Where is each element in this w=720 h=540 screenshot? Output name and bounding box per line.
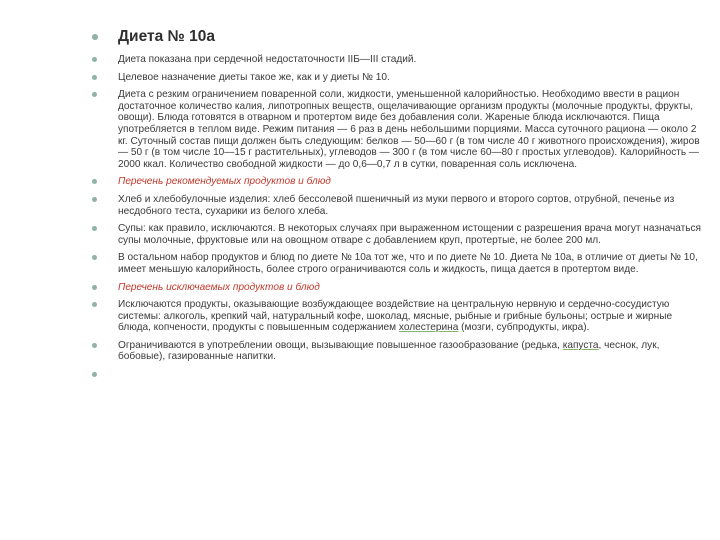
item-text-part: , чеснок, лук, бобовые), газированные напитки.: [118, 339, 660, 363]
list-item: [92, 223, 702, 246]
list-item: [92, 299, 702, 334]
item-text-part: Ограничиваются в употреблении овощи, вызывающие повышенное газообразование (редька,: [118, 339, 563, 351]
subheading-recommended: [92, 176, 702, 188]
cholesterol-link[interactable]: холестерина: [398, 322, 459, 334]
bullet-icon: [92, 285, 97, 290]
bullet-icon: [92, 255, 97, 260]
bullet-icon: [92, 302, 97, 307]
bullet-icon: [92, 372, 97, 377]
list-item: [92, 89, 702, 170]
cabbage-link[interactable]: капуста: [562, 339, 599, 351]
bullet-icon: [92, 34, 98, 40]
bullet-icon: [92, 75, 97, 80]
list-item: [92, 72, 702, 84]
item-text: Хлеб и хлебобулочные изделия: хлеб бессолевой пшеничный из муки первого и второго сортов, отрубной, печенье из несдобного теста, сухарики из белого хлеба.: [118, 193, 675, 217]
bullet-list: [92, 28, 702, 369]
subheading-text: Перечень исключаемых продуктов и блюд: [118, 281, 320, 293]
subheading-excluded: [92, 282, 702, 294]
bullet-icon: [92, 57, 97, 62]
bullet-icon: [92, 92, 97, 97]
list-item: [92, 194, 702, 217]
bullet-icon: [92, 197, 97, 202]
title-text: Диета № 10а: [118, 28, 215, 45]
item-text: Диета показана при сердечной недостаточности IIБ—III стадий.: [118, 54, 417, 65]
slide-title: [92, 28, 702, 46]
item-text-part: Исключаются продукты, оказывающие возбуждающее воздействие на центральную нервную и сердечно-сосудистую системы: алкоголь, крепкий чай, натуральный кофе, шоколад, мясные, рыбные и грибные бульоны; острые и жирные блюда, копчености, продукты с повышенным содержанием: [118, 299, 673, 334]
subheading-text: Перечень рекомендуемых продуктов и блюд: [118, 176, 331, 188]
item-text: В остальном набор продуктов и блюд по диете № 10а тот же, что и по диете № 10. Диета № 10а, в отличие от диеты № 10, имеет меньшую калорийность, более строго ограничиваются соль и жидкость, пища дается в протертом виде.: [118, 252, 698, 275]
bullet-icon: [92, 179, 97, 184]
bullet-icon: [92, 226, 97, 231]
item-text: Целевое назначение диеты такое же, как и у диеты № 10.: [118, 71, 390, 83]
item-text: Диета с резким ограничением поваренной соли, жидкости, уменьшенной калорийностью. Необходимо ввести в рацион достаточное количество калия, липотропных веществ, ощелачивающие организм продукты (молочные продукты, фрукты, овощи). Блюда готовятся в отварном и протертом виде без добавления соли. Жареные блюда исключаются. Пища употребляется в теплом виде. Режим питания — 6 раз в день небольшими порциями. Масса суточного рациона — около 2 кг. Суточный состав пищи должен быть следующим: белков — 50—60 г (в том числе 40 г животного происхождения), жиров — 50 г (в том числе 10—15 г растительных), углеводов — 300 г (в том числе 60—80 г простых углеводов). Калорийность — 2000 ккал. Количество свободной жидкости — до 0,6—0,7 л в сутки, поваренная соль исключена.: [118, 89, 700, 170]
list-item: [92, 252, 702, 275]
bullet-icon: [92, 343, 97, 348]
item-text-part: (мозги, субпродукты, икра).: [458, 322, 590, 334]
item-text: Супы: как правило, исключаются. В некоторых случаях при выраженном истощении с разрешения врача могут назначаться супы молочные, фруктовые или на овощном отваре с добавлением круп, протертые, не более 200 мл.: [118, 223, 702, 246]
list-item: [92, 54, 702, 66]
list-item: [92, 340, 702, 363]
